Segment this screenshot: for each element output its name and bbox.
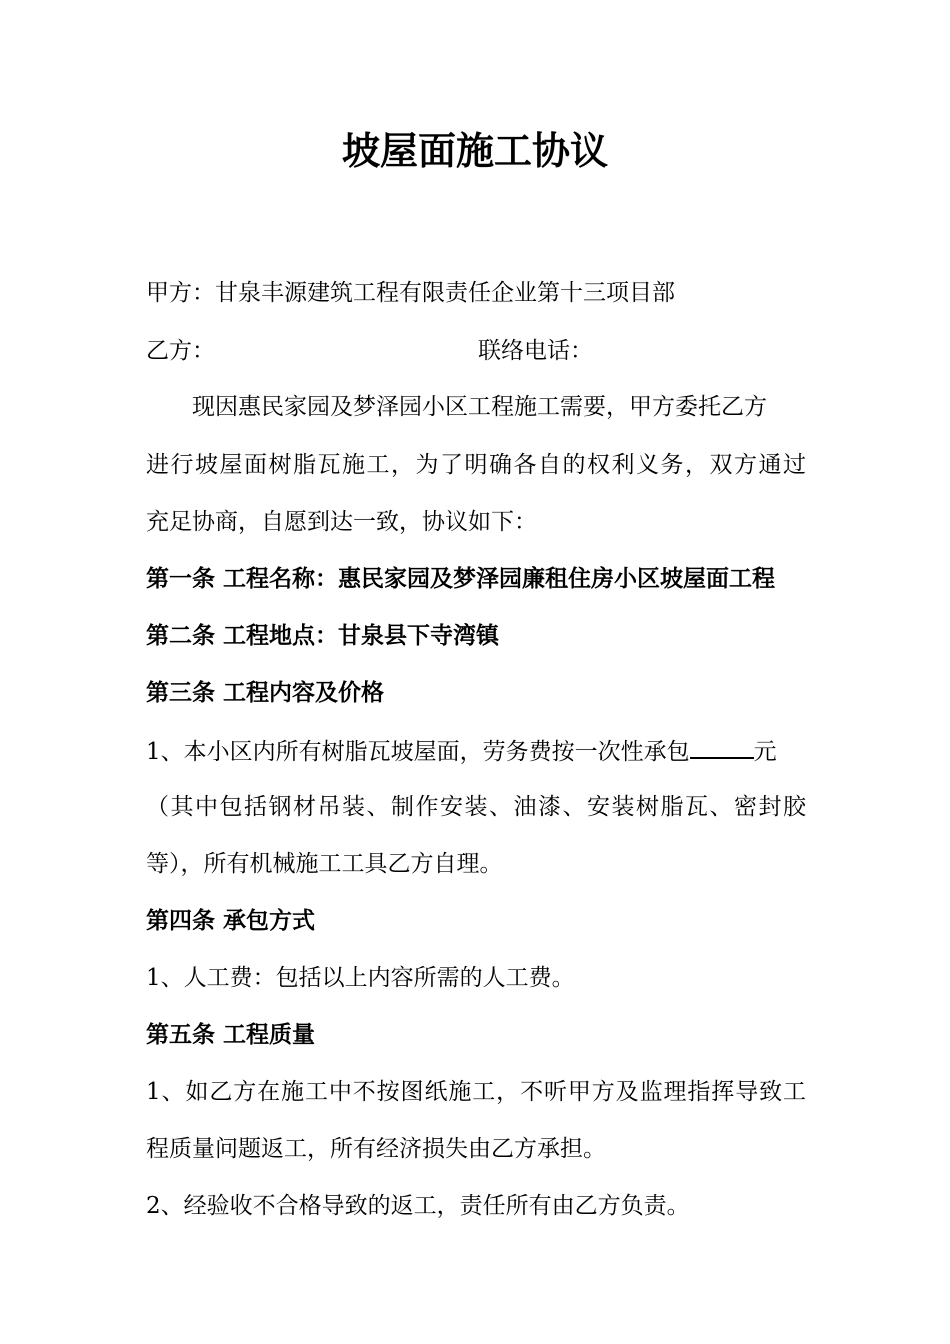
article-3-heading: 第三条 工程内容及价格: [146, 680, 385, 706]
document-title: 坡屋面施工协议: [341, 129, 608, 173]
article-5-item-2: 2、经验收不合格导致的返工，责任所有由乙方负责。: [146, 1193, 690, 1219]
party-b-line: [146, 336, 806, 366]
article-3-item-1-line-1: [146, 735, 806, 767]
intro-line-3: 充足协商，自愿到达一致，协议如下：: [146, 509, 537, 535]
price-blank-field: [690, 735, 754, 759]
article-5-heading: 第五条 工程质量: [146, 1022, 316, 1048]
article-3-item-1-line-3: 等），所有机械施工工具乙方自理。: [146, 851, 503, 877]
article-3-item-1-line-2: （其中包括钢材吊装、制作安装、油漆、安装树脂瓦、密封胶: [146, 794, 806, 820]
phone-label: 联络电话：: [478, 338, 593, 364]
article-1-heading: 第一条 工程名称：惠民家园及梦泽园廉租住房小区坡屋面工程: [146, 566, 776, 592]
article-4-heading: 第四条 承包方式: [146, 908, 316, 934]
party-a-line: 甲方：甘泉丰源建筑工程有限责任企业第十三项目部: [146, 280, 675, 306]
party-b-label: 乙方：: [146, 338, 215, 364]
intro-line-1: 现因惠民家园及梦泽园小区工程施工需要，甲方委托乙方: [192, 394, 767, 420]
article-3-item-1-text: 1、本小区内所有树脂瓦坡屋面，劳务费按一次性承包: [146, 739, 690, 765]
article-5-item-1-line-1: 1、如乙方在施工中不按图纸施工，不听甲方及监理指挥导致工: [146, 1079, 806, 1105]
article-4-item-1: 1、人工费：包括以上内容所需的人工费。: [146, 965, 575, 991]
price-unit: 元: [753, 739, 777, 765]
intro-line-2: 进行坡屋面树脂瓦施工，为了明确各自的权利义务，双方通过: [146, 452, 806, 478]
article-2-heading: 第二条 工程地点：甘泉县下寺湾镇: [146, 623, 500, 649]
article-5-item-1-line-2: 程质量问题返工，所有经济损失由乙方承担。: [146, 1136, 606, 1162]
